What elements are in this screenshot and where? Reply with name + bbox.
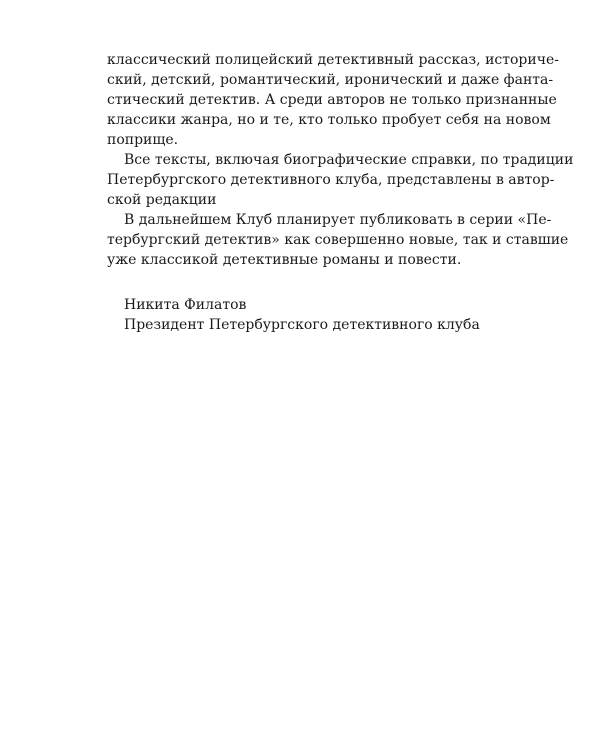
paragraph-line: ской редакции: [107, 192, 217, 208]
paragraph-line: В дальнейшем Клуб планирует публиковать в серии «Пе-: [124, 212, 552, 228]
text-block: [107, 50, 574, 335]
paragraph-2: [107, 150, 574, 210]
paragraph-1: [107, 50, 559, 150]
paragraph-line: стический детектив. А среди авторов не только признанные: [107, 92, 557, 108]
paragraph-line: уже классикой детективные романы и повести.: [107, 252, 462, 268]
paragraph-line: ский, детский, романтический, иронический и даже фанта-: [107, 72, 554, 88]
paragraph-line: Петербургского детективного клуба, представлены в автор-: [107, 172, 555, 188]
signature-name: Никита Филатов: [124, 297, 247, 313]
paragraph-line: классики жанра, но и те, кто только пробует себя на новом: [107, 112, 551, 128]
spacer: [107, 270, 495, 295]
paragraph-line: классический полицейский детективный рассказ, историче-: [107, 52, 559, 68]
paragraph-line: тербургский детектив» как совершенно новые, так и ставшие: [107, 232, 569, 248]
signature-title: Президент Петербургского детективного клуба: [124, 317, 480, 333]
paragraph-3: [107, 210, 569, 270]
paragraph-line: Все тексты, включая биографические справки, по традиции: [124, 152, 574, 168]
signature: [107, 295, 495, 335]
paragraph-line: поприще.: [107, 132, 179, 148]
